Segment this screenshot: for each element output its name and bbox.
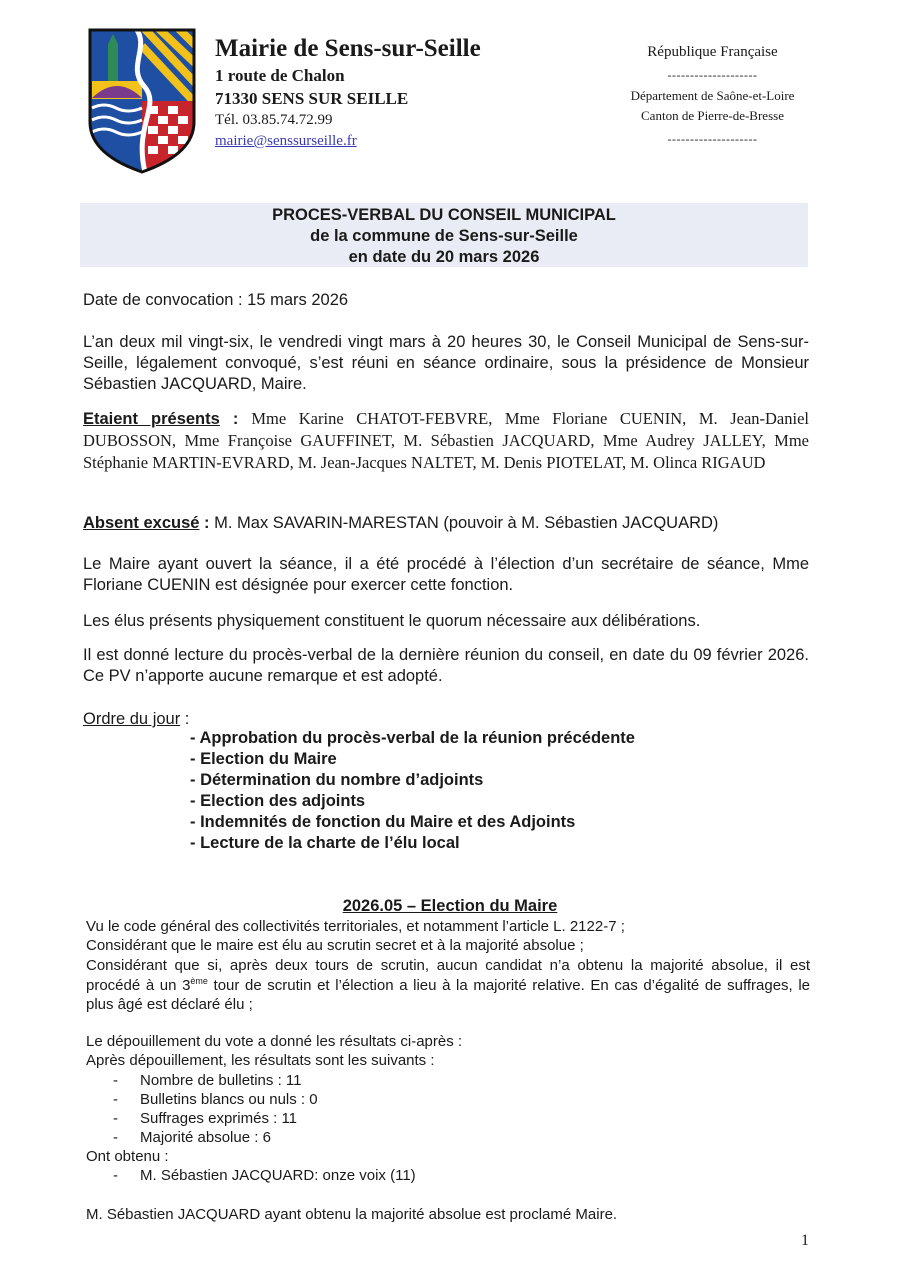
considerant-2-part-a: Considérant que si, après deux tours de scrutin, aucun candidat n’a obtenu la majorité absolue, il est procédé à un 3 <box>86 957 810 994</box>
agenda-item: - Election des adjoints <box>190 792 366 810</box>
quorum-paragraph: Les élus présents physiquement constituent le quorum nécessaire aux délibérations. <box>83 612 701 630</box>
result-item: - Suffrages exprimés : 11 <box>113 1110 298 1127</box>
apres-line: Après dépouillement, les résultats sont les suivants : <box>86 1052 435 1069</box>
absent-label: Absent excusé <box>83 514 200 532</box>
intro-paragraph: L’an deux mil vingt-six, le vendredi vingt mars à 20 heures 30, le Conseil Municipal de Sens-sur-Seille, légalement convoqué, s’est réuni en séance ordinaire, sous la présidence de Monsieur Sébastien JACQUARD, Maire. <box>83 333 809 393</box>
result-item: - Nombre de bulletins : 11 <box>113 1072 302 1089</box>
candidate-text: M. Sébastien JACQUARD: onze voix (11) <box>140 1167 416 1184</box>
secretaire-paragraph: Le Maire ayant ouvert la séance, il a été procédé à l’élection d’un secrétaire de séance, Mme Floriane CUENIN est désignée pour exercer cette fonction. <box>83 555 809 594</box>
result-item: - Bulletins blancs ou nuls : 0 <box>113 1091 318 1108</box>
presents-paragraph <box>83 408 809 474</box>
phone-number: Tél. 03.85.74.72.99 <box>215 112 333 128</box>
ordre-sep: : <box>180 710 190 728</box>
ordre-du-jour-heading <box>83 709 809 730</box>
result-text: Nombre de bulletins : 11 <box>140 1072 302 1089</box>
agenda-item: - Lecture de la charte de l’élu local <box>190 834 460 852</box>
presents-names: Mme Karine CHATOT-FEBVRE, Mme Floriane CUENIN, M. Jean-Daniel DUBOSSON, Mme Françoise GAUFFINET, M. Sébastien JACQUARD, Mme Audrey JALLEY, Mme Stéphanie MARTIN-EVRARD, M. Jean-Jacques NALTET, M. Denis PIOTELAT, M. Olinca RIGAUD <box>83 409 810 472</box>
banner-line-2: de la commune de Sens-sur-Seille <box>310 227 578 245</box>
absent-text: M. Max SAVARIN-MARESTAN (pouvoir à M. Sébastien JACQUARD) <box>214 514 719 532</box>
lecture-paragraph: Il est donné lecture du procès-verbal de la dernière réunion du conseil, en date du 09 février 2026. Ce PV n’apporte aucune remarque et est adopté. <box>83 646 809 685</box>
result-text: Bulletins blancs ou nuls : 0 <box>140 1091 318 1108</box>
address-line-1: 1 route de Chalon <box>215 66 345 85</box>
document-title-banner <box>80 203 808 267</box>
banner-line-3: en date du 20 mars 2026 <box>348 248 540 266</box>
departement-label: Département de Saône-et-Loire <box>630 88 795 103</box>
considerant-1: Considérant que le maire est élu au scrutin secret et à la majorité absolue ; <box>86 937 584 954</box>
mairie-header <box>215 34 481 152</box>
ont-obtenu-line: Ont obtenu : <box>86 1148 169 1165</box>
considerant-2-sup: ème <box>190 975 208 986</box>
mairie-title: Mairie de Sens-sur-Seille <box>215 35 481 62</box>
result-text: Suffrages exprimés : 11 <box>140 1110 298 1127</box>
agenda-item: - Indemnités de fonction du Maire et des Adjoints <box>190 813 576 831</box>
presents-label: Etaient présents <box>83 410 220 428</box>
depouillement-line: Le dépouillement du vote a donné les résultats ci-après : <box>86 1033 463 1050</box>
coat-of-arms-logo <box>86 26 198 176</box>
considerant-2 <box>86 956 810 1015</box>
republique-label: République Française <box>647 44 778 60</box>
agenda-list <box>190 728 635 854</box>
convocation-date: Date de convocation : 15 mars 2026 <box>83 291 349 309</box>
agenda-item: - Détermination du nombre d’adjoints <box>190 771 484 789</box>
absent-paragraph <box>83 513 809 534</box>
page-number: 1 <box>801 1232 809 1249</box>
separator-bottom: -------------------- <box>667 132 758 146</box>
republique-header <box>600 42 825 150</box>
absent-sep: : <box>199 514 215 532</box>
result-text: Majorité absolue : 6 <box>140 1129 271 1146</box>
considerant-2-part-b: tour de scrutin et l’élection a lieu à la majorité relative. En cas d’égalité de suffrages, le plus âgé est déclaré élu ; <box>86 976 811 1013</box>
ordre-label: Ordre du jour <box>83 710 181 728</box>
banner-line-1: PROCES-VERBAL DU CONSEIL MUNICIPAL <box>272 206 616 224</box>
separator-top: -------------------- <box>667 68 758 82</box>
presents-sep: : <box>219 410 252 428</box>
result-item: - Majorité absolue : 6 <box>113 1129 271 1146</box>
agenda-item: - Election du Maire <box>190 750 337 768</box>
vu-paragraph: Vu le code général des collectivités territoriales, et notamment l’article L. 2122-7 ; <box>86 918 625 935</box>
agenda-item: - Approbation du procès-verbal de la réunion précédente <box>190 729 635 747</box>
conclusion-line: M. Sébastien JACQUARD ayant obtenu la majorité absolue est proclamé Maire. <box>86 1206 618 1223</box>
candidate-item: - M. Sébastien JACQUARD: onze voix (11) <box>113 1167 416 1184</box>
election-section-title: 2026.05 – Election du Maire <box>342 897 558 915</box>
canton-label: Canton de Pierre-de-Bresse <box>641 108 784 123</box>
address-line-2: 71330 SENS SUR SEILLE <box>215 89 409 108</box>
email-link[interactable]: mairie@senssurseille.fr <box>215 133 357 149</box>
